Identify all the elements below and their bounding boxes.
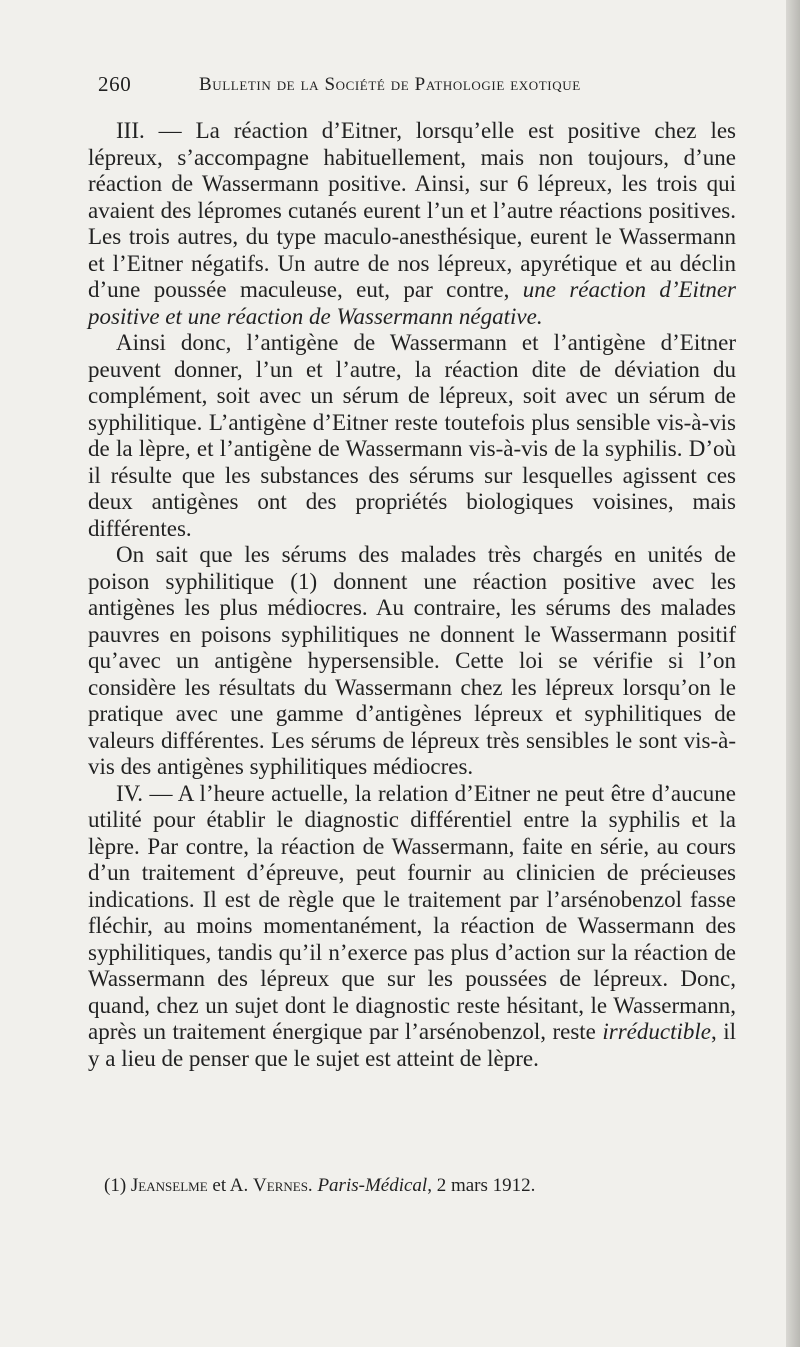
paragraph-iii <box>88 118 736 330</box>
footnote-author-1: Jeanselme <box>130 1175 208 1196</box>
paragraph-iii-italic: une réaction d’Eitner positive et une réaction de Wassermann négative. <box>88 277 737 329</box>
footnote-author-2: Vernes. <box>253 1175 313 1196</box>
body-text <box>88 118 736 1072</box>
footnote-date: , 2 mars 1912. <box>427 1175 536 1196</box>
page-edge-shadow <box>786 0 800 1347</box>
page-number: 260 <box>98 72 132 96</box>
paragraph-ainsi: Ainsi donc, l’antigène de Wassermann et l’antigène d’Eitner peuvent donner, l’un et l’autre, la réaction dite de déviation du complément, soit avec un sérum de lépreux, soit avec un sérum de syphilitique. L’antigène d’Eitner reste toutefois plus sensible vis-à-vis de la lèpre, et l’antigène de Wassermann vis-à-vis de la syphilis. D’où il résulte que les substances des sérums sur lesquelles agissent ces deux antigènes ont des propriétés biologiques voisines, mais différentes. <box>88 330 736 541</box>
journal-title: Bulletin de la Société de Pathologie exotique <box>199 74 581 95</box>
paragraph-iii-text: III. — La réaction d’Eitner, lorsqu’elle est positive chez les lépreux, s’accompagne habituellement, mais non toujours, d’une réaction de Wassermann positive. Ainsi, sur 6 lépreux, les trois qui avaient des lépromes cutanés eurent l’un et l’autre réactions positives. Les trois autres, du type maculo-anesthésique, eurent le Wassermann et l’Eitner négatifs. Un autre de nos lépreux, apyrétique et au déclin d’une poussée maculeuse, eut, par contre, <box>88 118 736 302</box>
footnote <box>104 1175 724 1197</box>
footnote-conj: et A. <box>212 1175 249 1196</box>
paragraph-iv <box>88 781 736 1073</box>
paragraph-on-sait: On sait que les sérums des malades très chargés en unités de poison syphilitique (1) donnent une réaction positive avec les antigènes les plus médiocres. Au contraire, les sérums des malades pauvres en poisons syphilitiques ne donnent le Wassermann positif qu’avec un antigène hypersensible. Cette loi se vérifie si l’on considère les résultats du Wassermann chez les lépreux lorsqu’on le pratique avec une gamme d’antigènes lépreux et syphilitiques de valeurs différentes. Les sérums de lépreux très sensibles le sont vis-à-vis des antigènes syphilitiques médiocres. <box>88 542 736 779</box>
paragraph-iv-end: , il y a lieu de penser que le sujet est atteint de lèpre. <box>88 1019 737 1071</box>
running-header <box>98 72 698 102</box>
footnote-marker: (1) <box>104 1175 127 1196</box>
paragraph-iv-text: IV. — A l’heure actuelle, la relation d’Eitner ne peut être d’aucune utilité pour établir le diagnostic différentiel entre la syphilis et la lèpre. Par contre, la réaction de Wassermann, faite en série, au cours d’un traitement d’épreuve, peut fournir au clinicien de précieuses indications. Il est de règle que le traitement par l’arsénobenzol fasse fléchir, au moins momentanément, la réaction de Wassermann des syphilitiques, tandis qu’il n’exerce pas plus d’action sur la réaction de Wassermann des lépreux que sur les poussées de lépreux. Donc, quand, chez un sujet dont le diagnostic reste hésitant, le Wassermann, après un traitement énergique par l’arsénobenzol, reste <box>88 780 736 1044</box>
paragraph-iv-italic: irréductible <box>602 1019 711 1044</box>
footnote-journal: Paris-Médical <box>317 1175 428 1196</box>
